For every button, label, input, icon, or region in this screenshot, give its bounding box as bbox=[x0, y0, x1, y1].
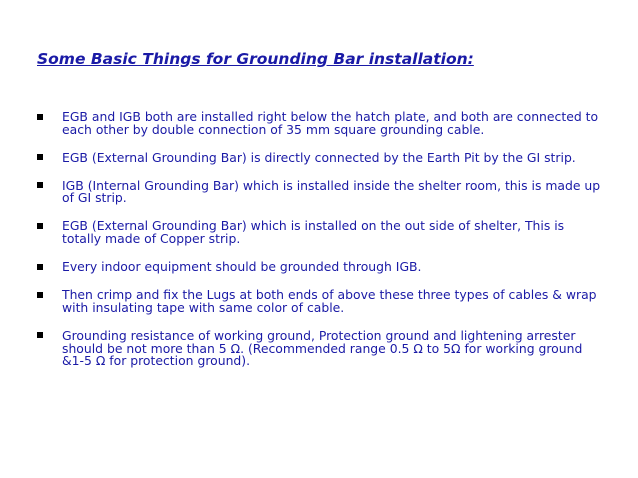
square-bullet-icon bbox=[37, 182, 43, 188]
bullet-text: Then crimp and fix the Lugs at both ends of above these three types of cables & wrap with insulating tape with same color of cable. bbox=[62, 287, 597, 315]
bullet-item bbox=[37, 289, 607, 314]
square-bullet-icon bbox=[37, 223, 43, 229]
bullet-text: EGB (External Grounding Bar) is directly connected by the Earth Pit by the GI strip. bbox=[62, 149, 576, 165]
bullet-text: Grounding resistance of working ground, Protection ground and lightening arrester should be not more than 5 Ω. (Recommended range 0.5 Ω to 5Ω for working ground &1-5 Ω for protection ground). bbox=[62, 327, 583, 369]
square-bullet-icon bbox=[37, 264, 43, 270]
square-bullet-icon bbox=[37, 292, 43, 298]
bullet-text: Every indoor equipment should be grounded through IGB. bbox=[62, 259, 422, 275]
bullet-text: EGB (External Grounding Bar) which is installed on the out side of shelter, This is totally made of Copper strip. bbox=[62, 218, 565, 247]
square-bullet-icon bbox=[37, 114, 43, 120]
square-bullet-icon bbox=[37, 332, 43, 338]
bullet-text: IGB (Internal Grounding Bar) which is installed inside the shelter room, this is made up of GI strip. bbox=[62, 177, 601, 206]
bullet-item bbox=[37, 261, 607, 274]
bullet-item bbox=[37, 149, 607, 165]
bullet-item bbox=[37, 111, 607, 136]
square-bullet-icon bbox=[37, 154, 43, 160]
bullet-list bbox=[37, 111, 607, 383]
bullet-item bbox=[37, 327, 607, 369]
bullet-item bbox=[37, 177, 607, 206]
slide-title: Some Basic Things for Grounding Bar installation: bbox=[37, 50, 474, 68]
bullet-text: EGB and IGB both are installed right below the hatch plate, and both are connected to each other by double connection of 35 mm square grounding cable. bbox=[62, 109, 599, 137]
bullet-item bbox=[37, 220, 607, 245]
